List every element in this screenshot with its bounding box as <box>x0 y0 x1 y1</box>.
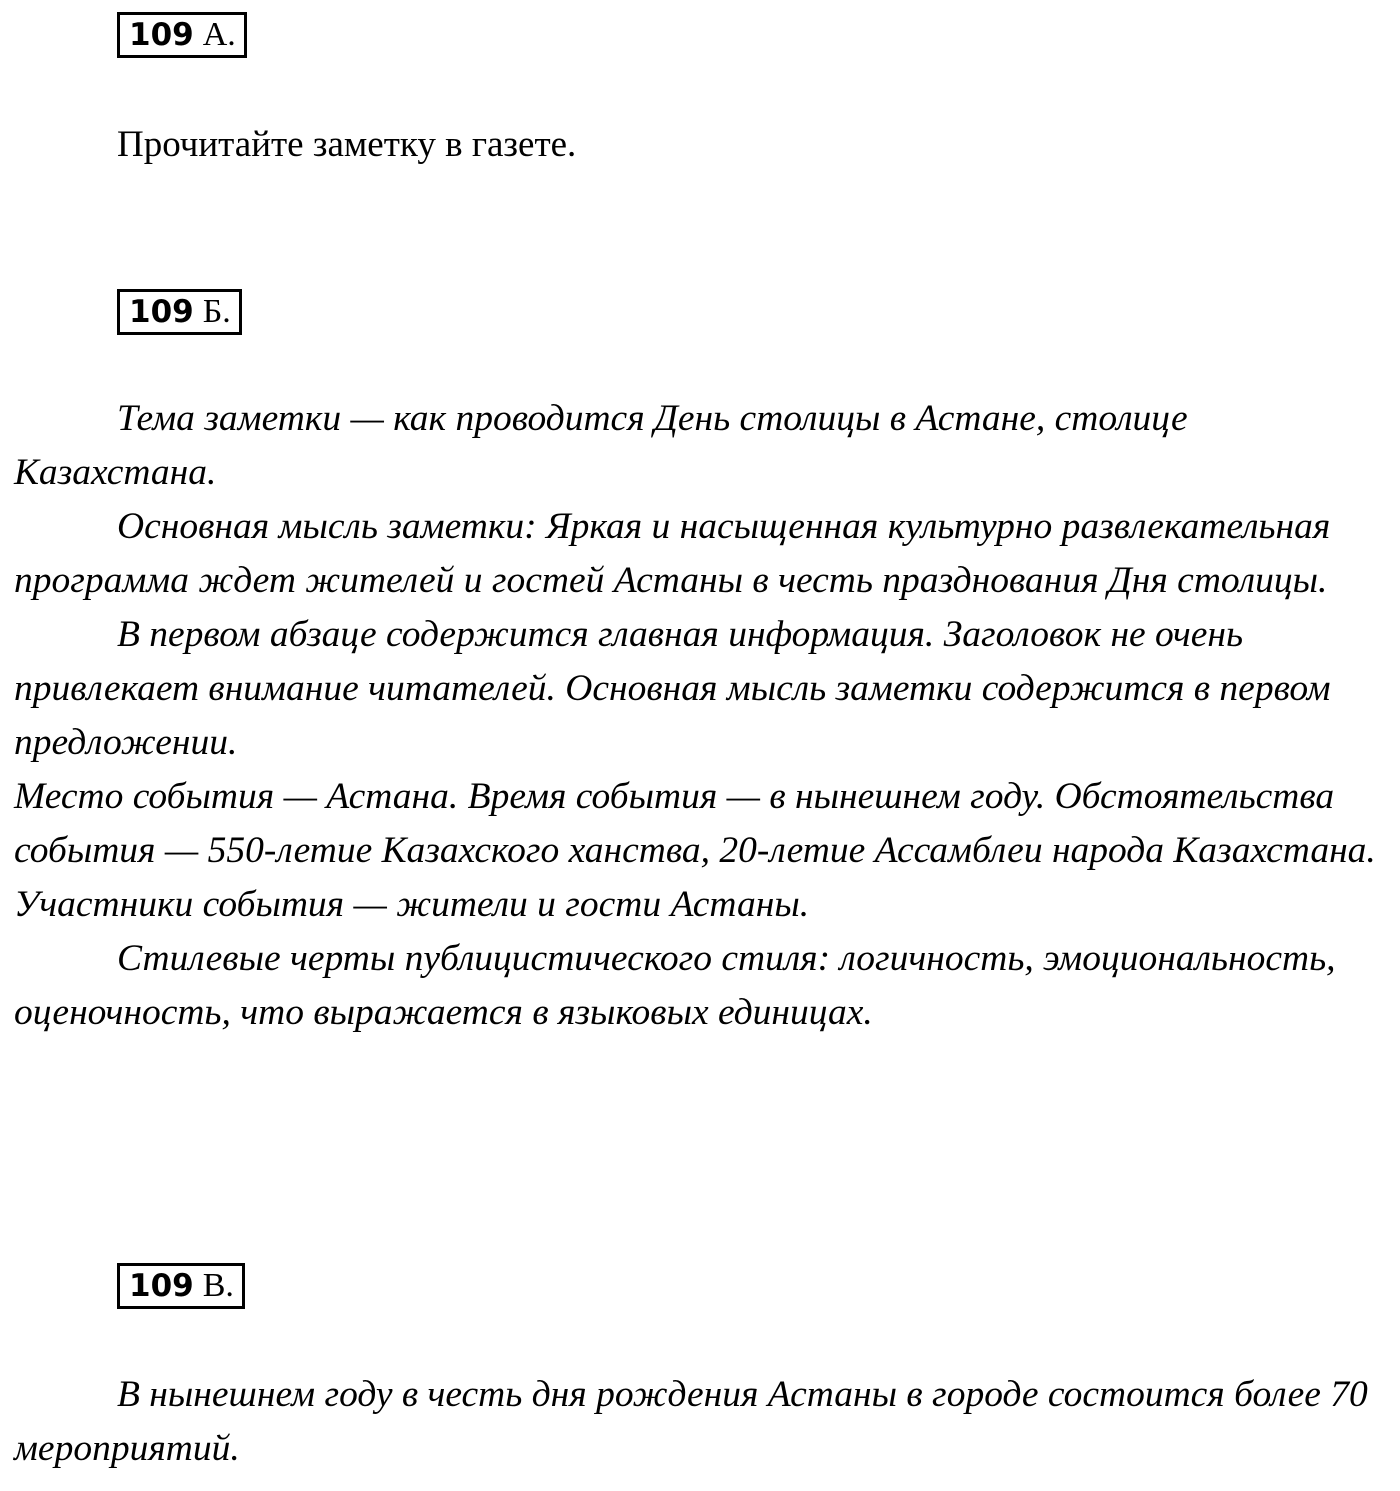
task-label-109b <box>117 289 242 335</box>
task-v-answer <box>14 1368 1384 1476</box>
answer-paragraph: Основная мысль заметки: Яркая и насыщенная культурно развлекательная программа ждет жителей и гостей Астаны в честь празднования Дня столицы. <box>14 506 1331 601</box>
task-b-answer <box>14 392 1384 1040</box>
task-letter: В. <box>202 1267 234 1304</box>
answer-paragraph: Тема заметки — как проводится День столицы в Астане, столице Казахстана. <box>14 398 1188 493</box>
task-number: 109 <box>129 293 194 330</box>
answer-paragraph: Стилевые черты публицистического стиля: логичность, эмоциональность, оценочность, что выражается в языковых единицах. <box>14 938 1336 1033</box>
answer-paragraph: Место события — Астана. Время события — в нынешнем году. Обстоятельства события — 550-летие Казахского ханства, 20-летие Ассамблеи народа Казахстана. Участники события — жители и гости Астаны. <box>14 776 1376 925</box>
task-a-instruction: Прочитайте заметку в газете. <box>117 124 577 165</box>
answer-paragraph: В первом абзаце содержится главная информация. Заголовок не очень привлекает внимание читателей. Основная мысль заметки содержится в первом предложении. <box>14 614 1331 763</box>
task-letter: А. <box>202 16 236 53</box>
task-number: 109 <box>129 1267 194 1304</box>
task-label-109v <box>117 1263 245 1309</box>
task-number: 109 <box>129 16 194 53</box>
task-letter: Б. <box>202 293 231 330</box>
task-label-109a <box>117 12 247 58</box>
answer-paragraph: В нынешнем году в честь дня рождения Астаны в городе состоится более 70 мероприятий. <box>14 1374 1368 1469</box>
